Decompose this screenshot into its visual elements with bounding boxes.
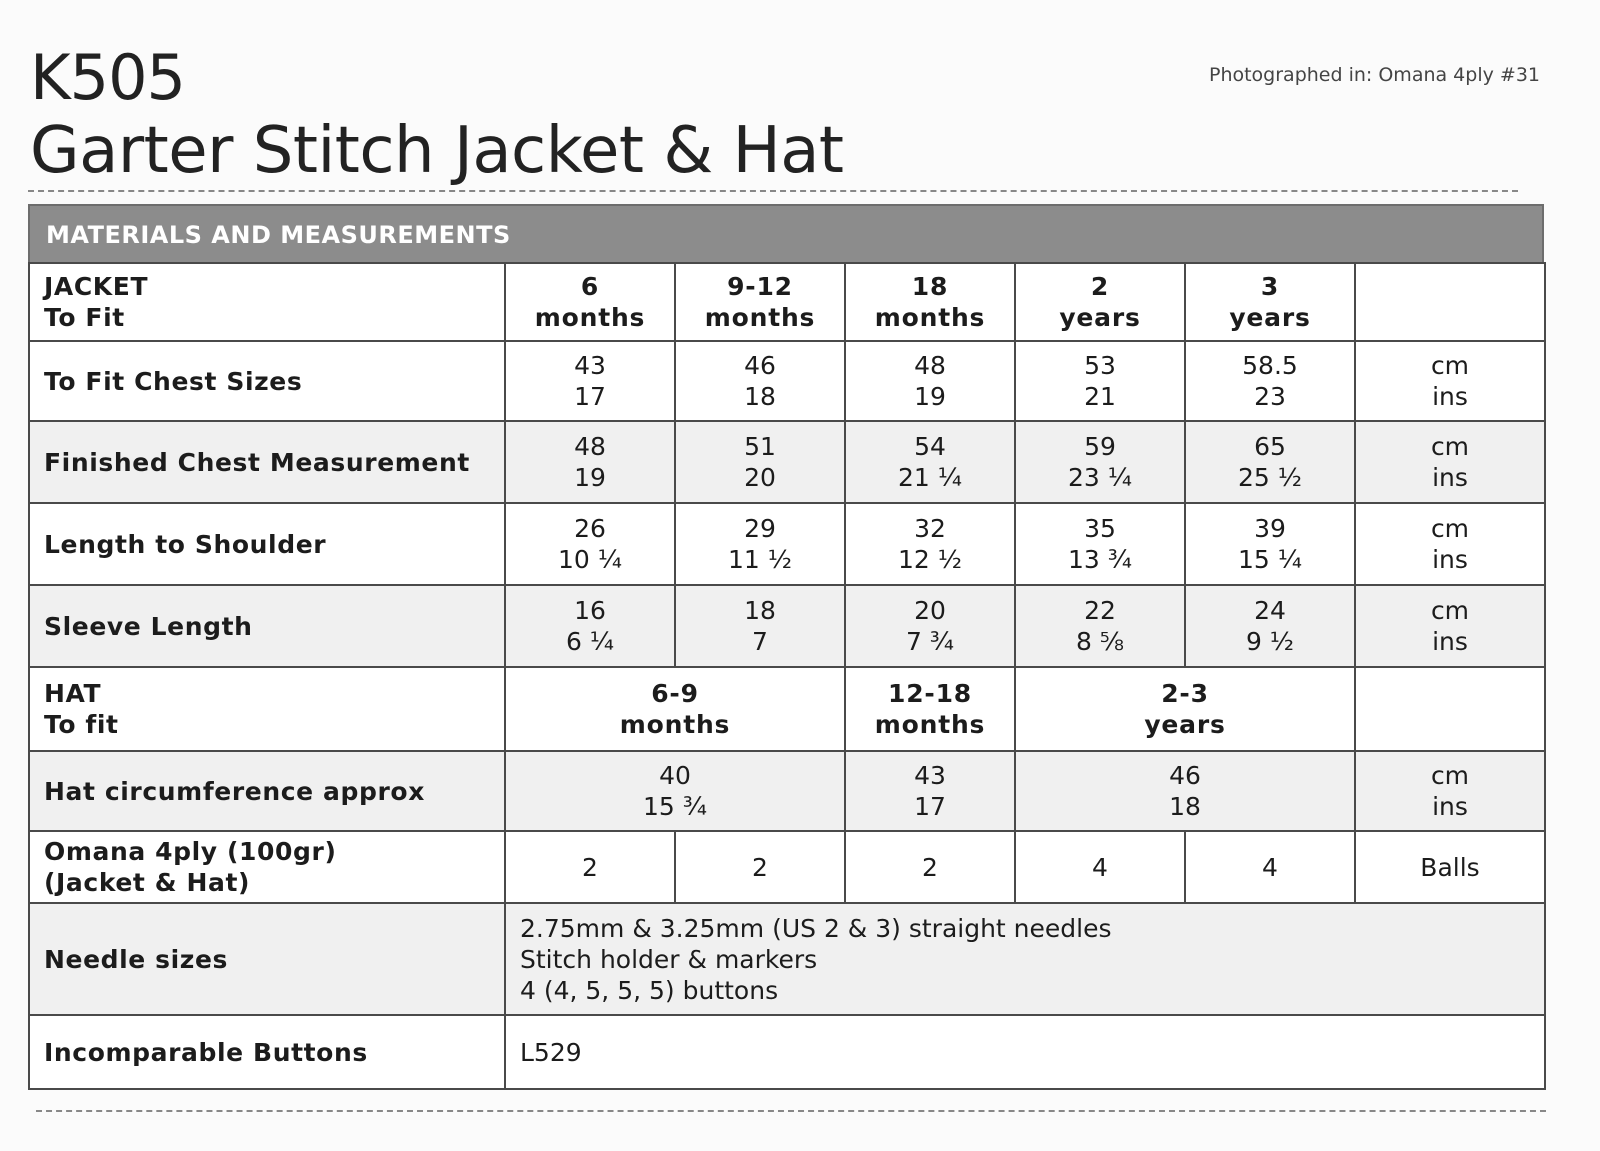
- length-to-shoulder-row: [29, 503, 1545, 585]
- jacket-size-row: [29, 263, 1545, 341]
- buttons-row: [29, 1015, 1545, 1089]
- bottom-divider: [36, 1110, 1546, 1112]
- hat-size: 12-18 months: [845, 667, 1015, 751]
- unit-cell: cm ins: [1355, 585, 1545, 667]
- hat-size: 2-3 years: [1015, 667, 1355, 751]
- chest-sizes-row: [29, 341, 1545, 421]
- value-cell: 46 18: [1015, 751, 1355, 831]
- value-cell: 39 15 ¼: [1185, 503, 1355, 585]
- hat-circumference-row: [29, 751, 1545, 831]
- jacket-size: 6 months: [505, 263, 675, 341]
- photographed-in-note: Photographed in: Omana 4ply #31: [1208, 64, 1540, 86]
- value-cell: 16 6 ¼: [505, 585, 675, 667]
- row-label: Sleeve Length: [29, 585, 505, 667]
- unit-cell: cm ins: [1355, 341, 1545, 421]
- hat-size: 6-9 months: [505, 667, 845, 751]
- value-cell: 51 20: [675, 421, 845, 503]
- jacket-size: 3 years: [1185, 263, 1355, 341]
- needle-sizes-row: [29, 903, 1545, 1015]
- yarn-label: Omana 4ply (100gr) (Jacket & Hat): [29, 831, 505, 903]
- value-cell: 2: [505, 831, 675, 903]
- unit-header-empty: [1355, 667, 1545, 751]
- value-cell: 43 17: [505, 341, 675, 421]
- value-cell: 40 15 ¾: [505, 751, 845, 831]
- value-cell: 65 25 ½: [1185, 421, 1355, 503]
- value-cell: 48 19: [505, 421, 675, 503]
- unit-cell: cm ins: [1355, 751, 1545, 831]
- value-cell: 4: [1015, 831, 1185, 903]
- value-cell: 54 21 ¼: [845, 421, 1015, 503]
- finished-chest-row: [29, 421, 1545, 503]
- jacket-label-title: JACKET: [44, 272, 149, 301]
- materials-measurements-table: [28, 204, 1544, 1090]
- yarn-row: [29, 831, 1545, 903]
- value-cell: 2: [675, 831, 845, 903]
- value-cell: 58.5 23: [1185, 341, 1355, 421]
- row-label: Needle sizes: [29, 903, 505, 1015]
- jacket-label-sub: To Fit: [44, 303, 125, 332]
- row-label: Finished Chest Measurement: [29, 421, 505, 503]
- value-cell: 22 8 ⅝: [1015, 585, 1185, 667]
- jacket-label: [29, 263, 505, 341]
- jacket-size: 2 years: [1015, 263, 1185, 341]
- row-label: Length to Shoulder: [29, 503, 505, 585]
- value-cell: 24 9 ½: [1185, 585, 1355, 667]
- value-cell: 26 10 ¼: [505, 503, 675, 585]
- value-cell: 53 21: [1015, 341, 1185, 421]
- unit-header-empty: [1355, 263, 1545, 341]
- row-label: To Fit Chest Sizes: [29, 341, 505, 421]
- unit-cell: Balls: [1355, 831, 1545, 903]
- unit-cell: cm ins: [1355, 421, 1545, 503]
- pattern-code: K505: [30, 41, 185, 114]
- value-cell: 48 19: [845, 341, 1015, 421]
- row-label: Incomparable Buttons: [29, 1015, 505, 1089]
- hat-label-title: HAT: [44, 679, 102, 708]
- pattern-title: Garter Stitch Jacket & Hat: [30, 114, 844, 188]
- jacket-size: 9-12 months: [675, 263, 845, 341]
- unit-cell: cm ins: [1355, 503, 1545, 585]
- value-cell: 29 11 ½: [675, 503, 845, 585]
- value-cell: 35 13 ¾: [1015, 503, 1185, 585]
- needles-value: 2.75mm & 3.25mm (US 2 & 3) straight needles Stitch holder & markers 4 (4, 5, 5, 5) buttons: [505, 903, 1545, 1015]
- sleeve-length-row: [29, 585, 1545, 667]
- value-cell: 20 7 ¾: [845, 585, 1015, 667]
- value-cell: 59 23 ¼: [1015, 421, 1185, 503]
- value-cell: 43 17: [845, 751, 1015, 831]
- value-cell: 18 7: [675, 585, 845, 667]
- section-header: MATERIALS AND MEASUREMENTS: [28, 204, 1544, 262]
- hat-label: [29, 667, 505, 751]
- value-cell: 4: [1185, 831, 1355, 903]
- hat-size-row: [29, 667, 1545, 751]
- hat-label-sub: To fit: [44, 710, 119, 739]
- buttons-value: L529: [505, 1015, 1545, 1089]
- value-cell: 46 18: [675, 341, 845, 421]
- measurements-grid: [28, 262, 1546, 1090]
- value-cell: 2: [845, 831, 1015, 903]
- row-label: Hat circumference approx: [29, 751, 505, 831]
- jacket-size: 18 months: [845, 263, 1015, 341]
- value-cell: 32 12 ½: [845, 503, 1015, 585]
- top-divider: [28, 190, 1518, 192]
